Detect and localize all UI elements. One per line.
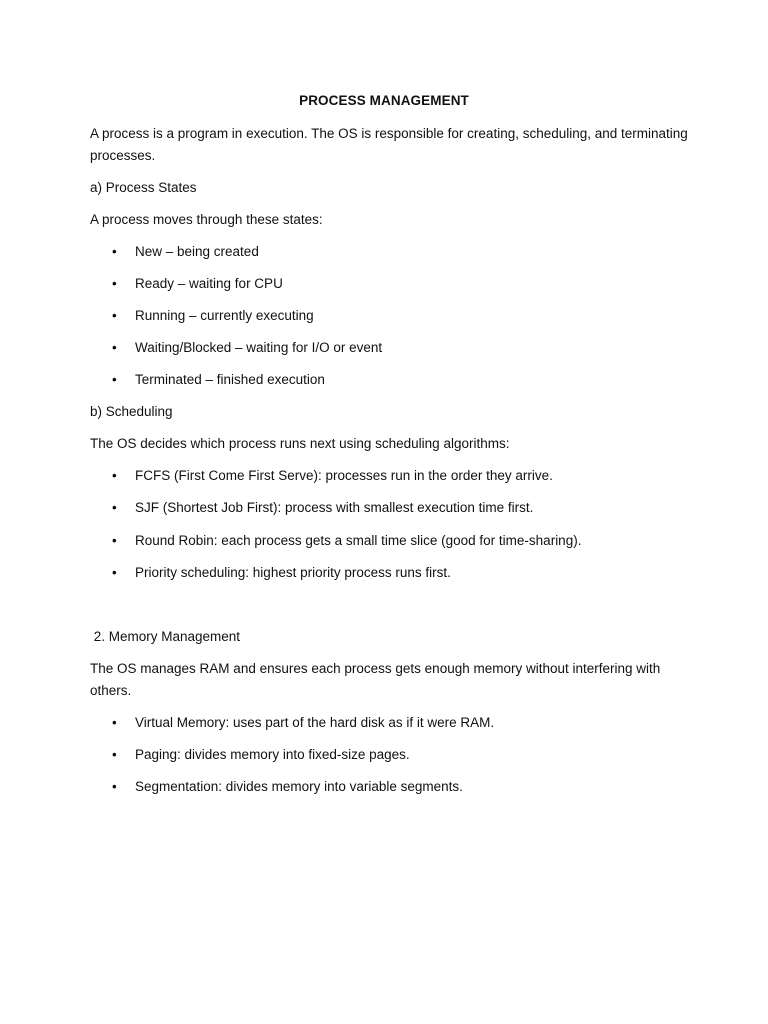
bullet-icon: • (112, 747, 117, 762)
list-item-text: Ready – waiting for CPU (135, 276, 283, 291)
page-title: PROCESS MANAGEMENT (299, 93, 469, 108)
section-b-heading: b) Scheduling (90, 404, 173, 419)
list-item-text: Segmentation: divides memory into variable segments. (135, 779, 463, 794)
list-item-text: Priority scheduling: highest priority process runs first. (135, 565, 451, 580)
list-item-text: Round Robin: each process gets a small time slice (good for time-sharing). (135, 533, 582, 548)
bullet-icon: • (112, 565, 117, 580)
section-2-heading: 2. Memory Management (90, 629, 241, 644)
list-item-text: Running – currently executing (135, 308, 314, 323)
list-item-text: Waiting/Blocked – waiting for I/O or event (135, 340, 383, 355)
bullet-icon: • (112, 372, 117, 387)
bullet-icon: • (112, 468, 117, 483)
bullet-icon: • (112, 340, 117, 355)
bullet-icon: • (112, 779, 117, 794)
section-b-lead: The OS decides which process runs next using scheduling algorithms: (90, 436, 510, 451)
section-a-heading: a) Process States (90, 180, 197, 195)
list-item-text: SJF (Shortest Job First): process with smallest execution time first. (135, 500, 534, 515)
list-item-text: New – being created (135, 244, 259, 259)
list-item-text: FCFS (First Come First Serve): processes run in the order they arrive. (135, 468, 553, 483)
list-item-text: Virtual Memory: uses part of the hard disk as if it were RAM. (135, 715, 495, 730)
section-a-lead: A process moves through these states: (90, 212, 323, 227)
list-item-text: Terminated – finished execution (135, 372, 325, 387)
bullet-icon: • (112, 244, 117, 259)
list-item-text: Paging: divides memory into fixed-size pages. (135, 747, 410, 762)
bullet-icon: • (112, 715, 117, 730)
bullet-icon: • (112, 533, 117, 548)
bullet-icon: • (112, 500, 117, 515)
bullet-icon: • (112, 276, 117, 291)
bullet-icon: • (112, 308, 117, 323)
section-2-lead: The OS manages RAM and ensures each process gets enough memory without interfering with others. (90, 661, 661, 698)
intro-paragraph: A process is a program in execution. The OS is responsible for creating, scheduling, and terminating processes. (90, 126, 688, 163)
